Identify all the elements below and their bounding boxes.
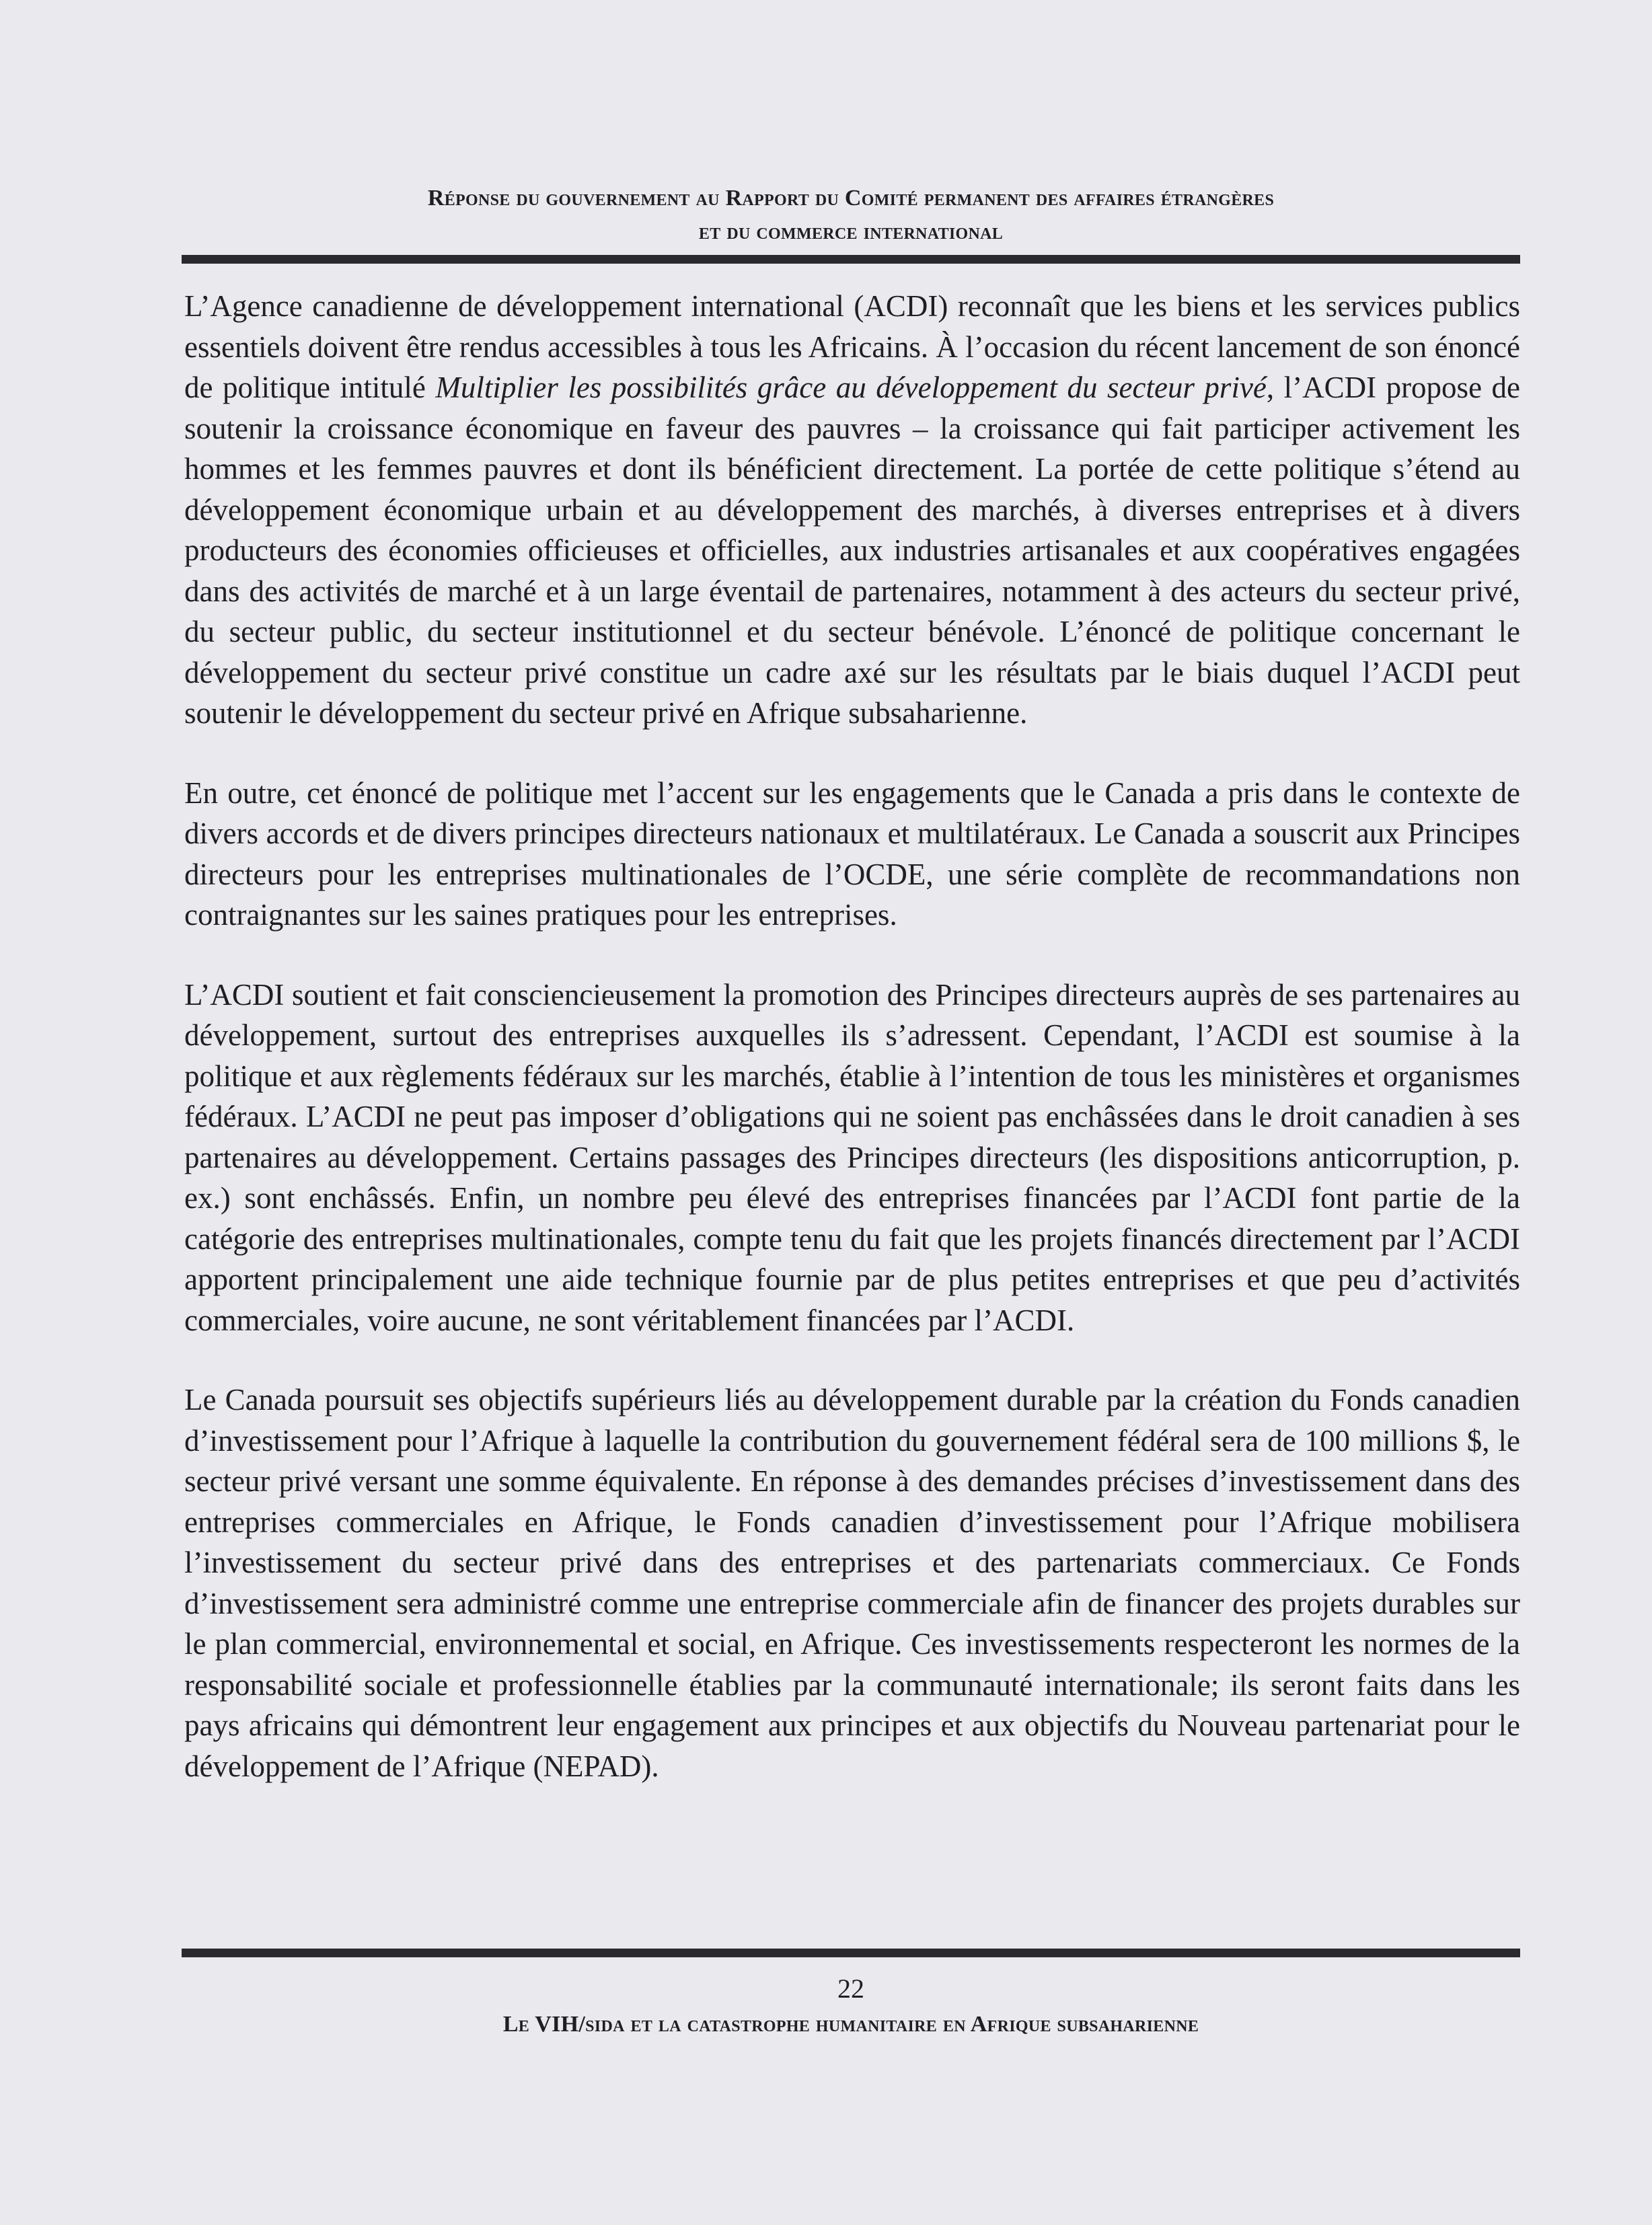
header-rule	[182, 255, 1520, 264]
paragraph-1-text-b: , l’ACDI propose de soutenir la croissance économique en faveur des pauvres – la croissance qui fait participer activement les hommes et les femmes pauvres et dont ils bénéficient directement. La portée de cette politique s’étend au développement économique urbain et au développement des marchés, à diverses entreprises et à divers producteurs des économies officieuses et officielles, aux industries artisanales et aux coopératives engagées dans des activités de marché et à un large éventail de partenaires, notamment à des acteurs du secteur privé, du secteur public, du secteur institutionnel et du secteur bénévole. L’énoncé de politique concernant le développement du secteur privé constitue un cadre axé sur les résultats par le biais duquel l’ACDI peut soutenir le développement du secteur privé en Afrique subsaharienne.	[184, 371, 1520, 730]
body-text	[184, 286, 1520, 1825]
paragraph-1-text-a: L’Agence canadienne de développement international (ACDI) reconnaît que les biens et les services publics essentiels doivent être rendus accessibles à tous les Africains. À l’occasion du récent lancement de son énoncé de politique intitulé	[184, 289, 1520, 404]
paragraph-1	[184, 286, 1520, 734]
running-footer: Le VIH/sida et la catastrophe humanitaire en Afrique subsaharienne	[502, 2012, 1199, 2037]
policy-title-italic: Multiplier les possibilités grâce au développement du secteur privé	[435, 371, 1267, 404]
page-number: 22	[837, 1973, 864, 2004]
paragraph-2: En outre, cet énoncé de politique met l’accent sur les engagements que le Canada a pris dans le contexte de divers accords et de divers principes directeurs nationaux et multilatéraux. Le Canada a souscrit aux Principes directeurs pour les entreprises multinationales de l’OCDE, une série complète de recommandations non contraignantes sur les saines pratiques pour les entreprises.	[184, 776, 1520, 932]
paragraph-4: Le Canada poursuit ses objectifs supérieurs liés au développement durable par la création du Fonds canadien d’investissement pour l’Afrique à laquelle la contribution du gouvernement fédéral sera de 100 millions $, le secteur privé versant une somme équivalente. En réponse à des demandes précises d’investissement dans des entreprises commerciales en Afrique, le Fonds canadien d’investissement pour l’Afrique mobilisera l’investissement du secteur privé dans des entreprises et des partenariats commerciaux. Ce Fonds d’investissement sera administré comme une entreprise commerciale afin de financer des projets durables sur le plan commercial, environnemental et social, en Afrique. Ces investissements respecteront les normes de la responsabilité sociale et professionnelle établies par la communauté internationale; ils seront faits dans les pays africains qui démontrent leur engagement aux principes et aux objectifs du Nouveau partenariat pour le développement de l’Afrique (NEPAD).	[184, 1383, 1520, 1783]
header-line-2: et du commerce international	[698, 219, 1004, 244]
header-line-1: Réponse du gouvernement au Rapport du Comité permanent des affaires étrangères	[427, 186, 1275, 211]
paragraph-3: L’ACDI soutient et fait consciencieusement la promotion des Principes directeurs auprès de ses partenaires au développement, surtout des entreprises auxquelles ils s’adressent. Cependant, l’ACDI est soumise à la politique et aux règlements fédéraux sur les marchés, établie à l’intention de tous les ministères et organismes fédéraux. L’ACDI ne peut pas imposer d’obligations qui ne soient pas enchâssées dans le droit canadien à ses partenaires au développement. Certains passages des Principes directeurs (les dispositions anticorruption, p. ex.) sont enchâssés. Enfin, un nombre peu élevé des entreprises financées par l’ACDI font partie de la catégorie des entreprises multinationales, compte tenu du fait que les projets financés directement par l’ACDI apportent principalement une aide technique fournie par de plus petites entreprises et que peu d’activités commerciales, voire aucune, ne sont véritablement financées par l’ACDI.	[184, 977, 1520, 1337]
running-header	[182, 182, 1520, 249]
footer-rule	[182, 1949, 1520, 1957]
